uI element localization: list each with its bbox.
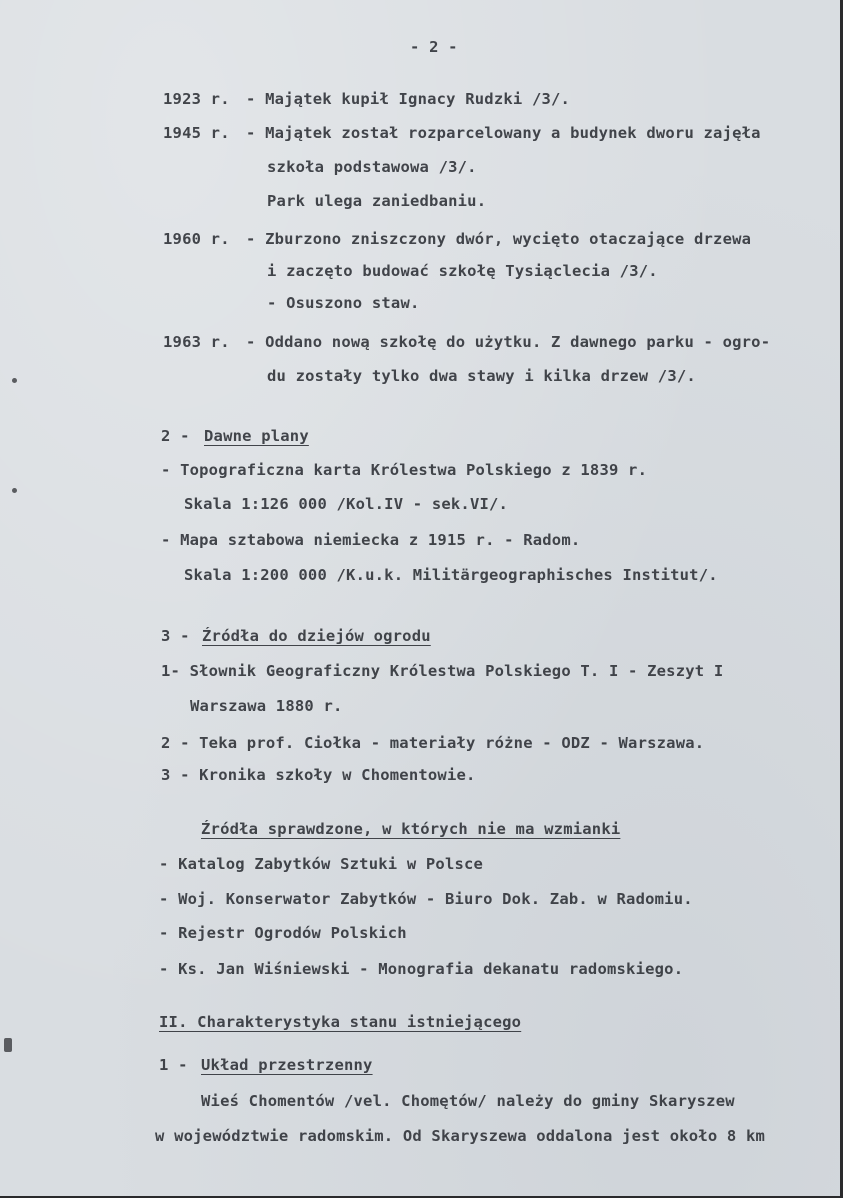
body-paragraph-line: Wieś Chomentów /vel. Chomętów/ należy do gminy Skaryszew [201, 1092, 735, 1110]
history-text: - Zburzono zniszczony dwór, wycięto otaczające drzewa [246, 230, 752, 248]
section-number: 3 - [161, 627, 190, 645]
history-text: i zaczęto budować szkołę Tysiąclecia /3/. [267, 262, 658, 280]
section-line: Skala 1:126 000 /Kol.IV - sek.VI/. [184, 495, 509, 513]
section-number: 1 - [159, 1056, 188, 1074]
checked-sources-heading: Źródła sprawdzone, w których nie ma wzmianki [201, 820, 621, 838]
part-heading: II. Charakterystyka stanu istniejącego [159, 1013, 522, 1031]
history-text: szkoła podstawowa /3/. [267, 158, 477, 176]
history-year: 1963 r. [163, 333, 230, 351]
section-heading: Źródła do dziejów ogrodu [202, 627, 431, 645]
history-year: 1923 r. [163, 90, 230, 108]
binding-hole [12, 378, 17, 383]
binding-clip [4, 1038, 12, 1052]
source-item: Warszawa 1880 r. [190, 697, 343, 715]
history-text: du zostały tylko dwa stawy i kilka drzew /3/. [267, 367, 696, 385]
section-heading: Dawne plany [204, 427, 309, 445]
section-heading: Układ przestrzenny [201, 1056, 373, 1074]
checked-source-item: - Woj. Konserwator Zabytków - Biuro Dok. Zab. w Radomiu. [159, 890, 693, 908]
source-item: 2 - Teka prof. Ciołka - materiały różne - ODZ - Warszawa. [161, 734, 705, 752]
history-text: - Osuszono staw. [267, 294, 420, 312]
history-text: - Majątek kupił Ignacy Rudzki /3/. [246, 90, 571, 108]
section-line: Skala 1:200 000 /K.u.k. Militärgeographisches Institut/. [184, 566, 718, 584]
checked-source-item: - Ks. Jan Wiśniewski - Monografia dekanatu radomskiego. [159, 960, 684, 978]
history-text: - Majątek został rozparcelowany a budynek dworu zajęła [246, 124, 761, 142]
checked-source-item: - Katalog Zabytków Sztuki w Polsce [159, 855, 484, 873]
body-paragraph-line: w województwie radomskim. Od Skaryszewa oddalona jest około 8 km [155, 1127, 766, 1145]
page-number: - 2 - [410, 38, 458, 56]
source-item: 3 - Kronika szkoły w Chomentowie. [161, 766, 476, 784]
binding-hole [12, 488, 17, 493]
history-year: 1960 r. [163, 230, 230, 248]
section-line: - Topograficzna karta Królestwa Polskiego z 1839 r. [161, 461, 648, 479]
checked-source-item: - Rejestr Ogrodów Polskich [159, 924, 407, 942]
section-number: 2 - [161, 427, 190, 445]
source-item: 1- Słownik Geograficzny Królestwa Polskiego T. I - Zeszyt I [161, 662, 724, 680]
history-text: - Oddano nową szkołę do użytku. Z dawnego parku - ogro- [246, 333, 771, 351]
section-line: - Mapa sztabowa niemiecka z 1915 r. - Radom. [161, 531, 581, 549]
history-text: Park ulega zaniedbaniu. [267, 192, 487, 210]
history-year: 1945 r. [163, 124, 230, 142]
